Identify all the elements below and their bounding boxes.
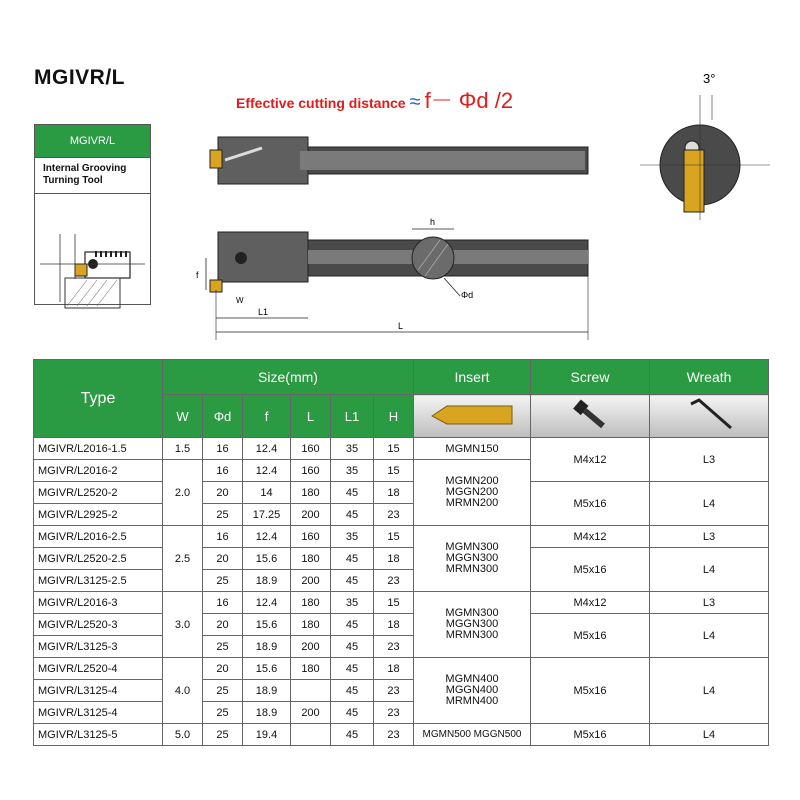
insert-cell: MGMN150 [414,438,531,460]
col-l: L [291,395,331,438]
screw-icon [560,396,620,434]
screw-cell: M5x16 [531,658,650,724]
l1-label: L1 [258,307,269,317]
screw-cell: M4x12 [531,438,650,482]
w-label: W [236,296,244,305]
table-row: MGIVR/L2016-3 3.0 16 12.4 180 35 15 MGMN300 MGGN300 MRMN300 M4x12 L3 [34,592,769,614]
col-f: f [243,395,291,438]
table-row: MGIVR/L2016-2 2.0 16 12.4 160 35 15 MGMN200 MGGN200 MRMN200 [34,460,769,482]
wreath-cell: L4 [650,658,769,724]
table-row: MGIVR/L2925-2 25 17.25 200 45 23 [34,504,769,526]
phid-label: Φd [461,290,474,300]
type-header: Type [34,360,163,438]
table-row: MGIVR/L2520-4 4.0 20 15.6 180 45 18 MGMN400 MGGN400 MRMN400 M5x16 L4 [34,658,769,680]
screw-image [531,395,650,438]
screw-cell: M5x16 [531,614,650,658]
technical-drawings [0,0,800,350]
size-header: Size(mm) [163,360,414,395]
tool-top-view [210,137,588,184]
table-row: MGIVR/L2520-2.5 20 15.6 180 45 18 M5x16 L4 [34,548,769,570]
insert-cell: MGMN300 MGGN300 MRMN300 [414,526,531,592]
wreath-cell: L4 [650,482,769,526]
table-row: MGIVR/L3125-5 5.0 25 19.4 45 23 MGMN500 MGGN500 M5x16 L4 [34,724,769,746]
col-phid: Φd [203,395,243,438]
insert-header: Insert [414,360,531,395]
wreath-cell: L4 [650,614,769,658]
wreath-cell: L3 [650,526,769,548]
approx-symbol: ≈ [409,91,421,113]
formula-label: Effective cutting distance [236,95,406,111]
wreath-cell: L3 [650,592,769,614]
table-row: MGIVR/L3125-3 25 18.9 200 45 23 [34,636,769,658]
insert-cell: MGMN500 MGGN500 [414,724,531,746]
wreath-image [650,395,769,438]
col-l1: L1 [331,395,374,438]
card-header: MGIVR/L [35,125,150,158]
spec-table [33,359,769,746]
insert-image [414,395,531,438]
l-label: L [398,321,404,331]
tool-end-view [640,71,770,220]
screw-cell: M4x12 [531,592,650,614]
insert-cell: MGMN400 MGGN400 MRMN400 [414,658,531,724]
screw-cell: M5x16 [531,724,650,746]
col-w: W [163,395,203,438]
screw-header: Screw [531,360,650,395]
screw-cell: M4x12 [531,526,650,548]
table-row: MGIVR/L3125-2.5 25 18.9 200 45 23 [34,570,769,592]
screw-cell: M5x16 [531,482,650,526]
tool-side-view [196,217,588,340]
table-row: MGIVR/L2520-2 20 14 180 45 18 M5x16 L4 [34,482,769,504]
insert-icon [427,402,517,428]
page-title: MGIVR/L [34,66,125,89]
screw-cell: M5x16 [531,548,650,592]
formula-expression: f－ Φd /2 [424,88,514,113]
wreath-cell: L4 [650,724,769,746]
wreath-header: Wreath [650,360,769,395]
insert-cell: MGMN200 MGGN200 MRMN200 [414,460,531,526]
f-label: f [196,270,199,280]
angle-label: 3° [703,71,716,86]
table-row: MGIVR/L2016-1.5 1.5 16 12.4 160 35 15 MGMN150 M4x12 L3 [34,438,769,460]
table-row: MGIVR/L2016-2.5 2.5 16 12.4 160 35 15 MGMN300 MGGN300 MRMN300 M4x12 L3 [34,526,769,548]
wreath-cell: L3 [650,438,769,482]
wreath-cell: L4 [650,548,769,592]
h-label: h [430,217,436,227]
table-row: MGIVR/L2520-3 20 15.6 180 45 18 M5x16 L4 [34,614,769,636]
col-h: H [374,395,414,438]
table-row: MGIVR/L3125-4 25 18.9 200 45 23 [34,702,769,724]
card-subtitle: Internal Grooving Turning Tool [35,158,150,194]
table-row: MGIVR/L3125-4 25 18.9 45 23 [34,680,769,702]
hex-key-icon [679,396,739,434]
insert-cell: MGMN300 MGGN300 MRMN300 [414,592,531,658]
